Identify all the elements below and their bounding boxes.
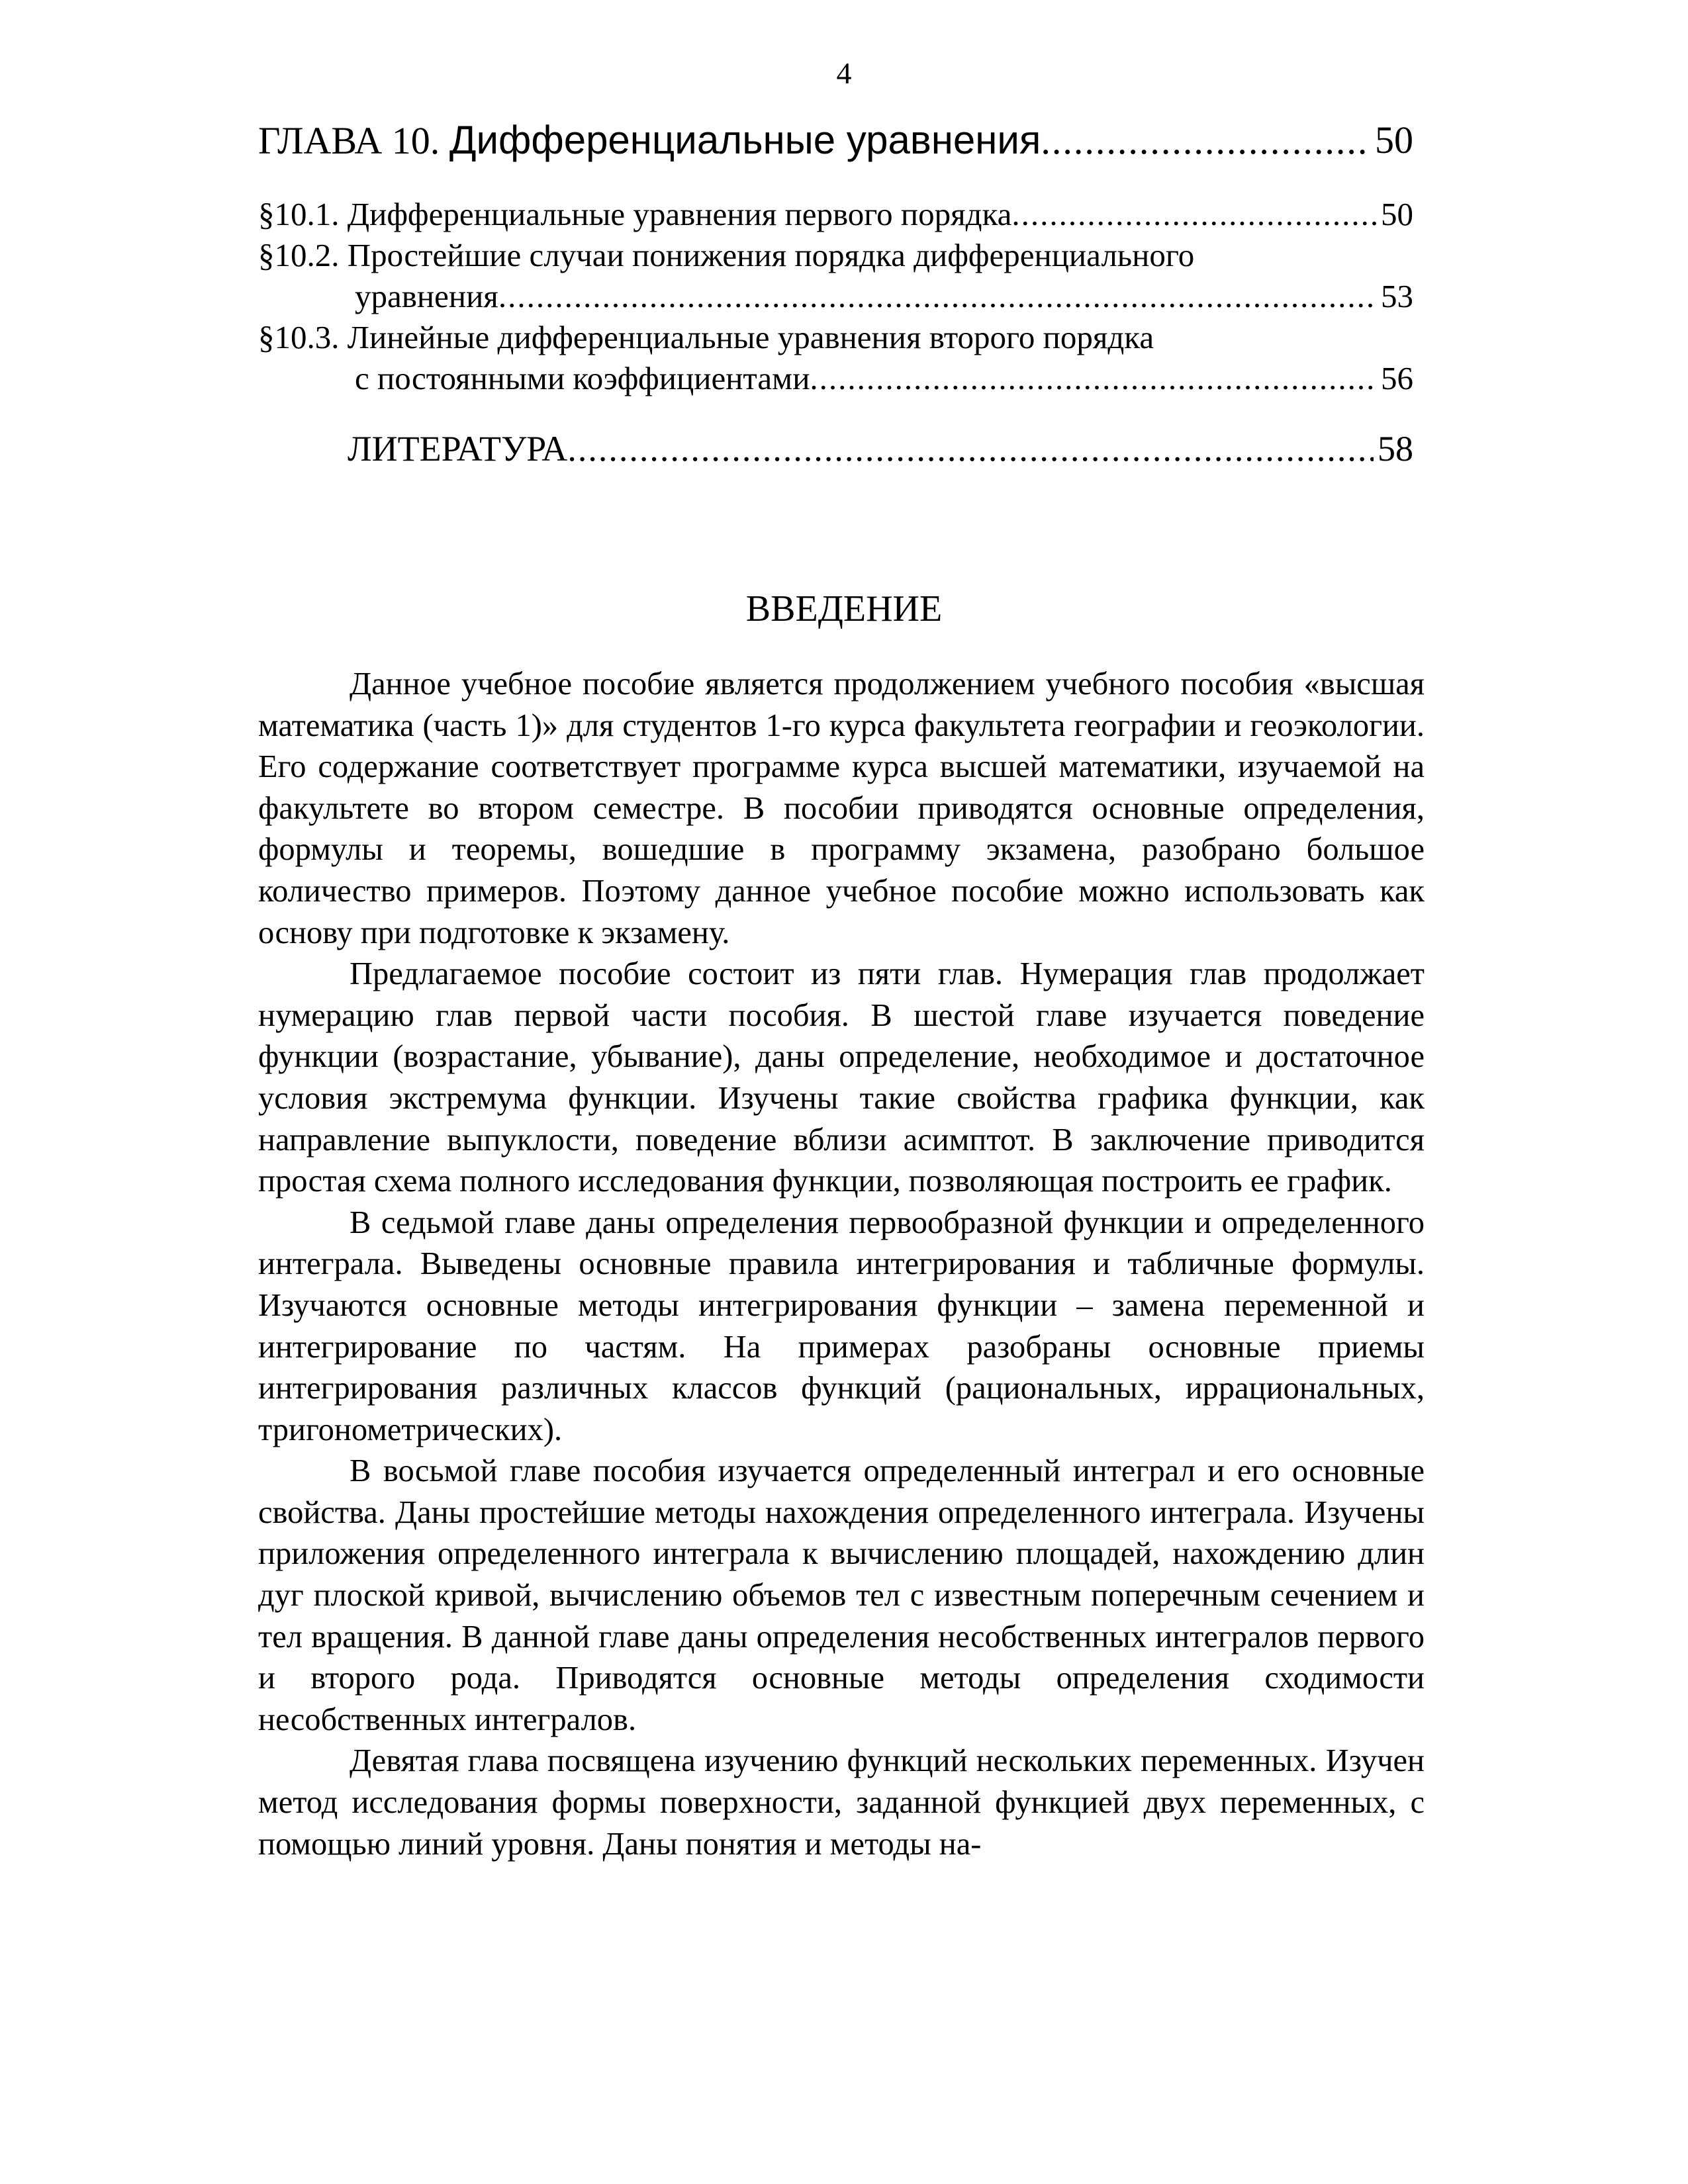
toc-section-10-2-line2 [355,276,1413,317]
paragraph: Девятая глава посвящена изучению функций нескольких переменных. Изучен метод исследования формы поверхности, заданной функцией двух переменных, с помощью линий уровня. Даны понятия и методы на- [258,1743,1425,1862]
toc-section-title: Дифференциальные уравнения первого порядка [347,196,1012,232]
toc-section-title: Линейные дифференциальные уравнения второго порядка [347,319,1154,355]
paragraph: В восьмой главе пособия изучается определенный интеграл и его основные свойства. Даны простейшие методы нахождения определенного интеграла. Изучены приложения определенного интеграла к вычислению площадей, нахождению длин дуг плоской кривой, вычислению объемов тел с известным поперечным сечением и тел вращения. В данной главе даны определения несобственных интегралов первого и второго рода. Приводятся основные методы определения сходимости несобственных интегралов. [258,1453,1425,1737]
paragraph: В седьмой главе даны определения первообразной функции и определенного интеграла. Выведены основные правила интегрирования и табличные формулы. Изучаются основные методы интегрирования функции – замена переменной и интегрирование по частям. На примерах разобраны основные приемы интегрирования различных классов функций (рациональных, иррациональных, тригонометрических). [258,1205,1425,1447]
toc-leader-dots [810,360,1413,396]
toc-literature-page: 58 [1374,424,1413,474]
toc-section-number: §10.1. [258,196,340,232]
toc-literature [348,424,1413,474]
introduction-title: ВВЕДЕНИЕ [745,588,943,629]
toc-leader-dots [498,278,1413,314]
introduction-body [258,664,1425,1865]
toc-leader-dots [1011,196,1413,232]
toc-chapter-page: 50 [1371,114,1413,167]
toc-section-title: Простейшие случаи понижения порядка дифференциального [347,237,1195,273]
toc-section-10-3-line1 [258,317,1154,358]
toc-section-title-cont: с постоянными коэффициентами [355,360,810,396]
toc-section-10-1 [258,194,1413,235]
paragraph: Предлагаемое пособие состоит из пяти глав. Нумерация глав продолжает нумерацию глав первой части пособия. В шестой главе изучается поведение функции (возрастание, убывание), даны определение, необходимое и достаточное условия экстремума функции. Изучены такие свойства графика функции, как направление выпуклости, поведение вблизи асимптот. В заключение приводится простая схема полного исследования функции, позволяющая построить ее график. [258,956,1425,1199]
toc-section-number: §10.3. [258,319,340,355]
toc-section-page: 56 [1377,358,1413,399]
toc-chapter-label: ГЛАВА 10. [258,119,440,162]
toc-section-10-3-line2 [355,358,1413,399]
toc-section-page: 50 [1377,194,1413,235]
toc-section-10-2-line1 [258,235,1194,276]
toc-section-number: §10.2. [258,237,340,273]
paragraph: Данное учебное пособие является продолжением учебного пособия «высшая математика (часть 1)» для студентов 1-го курса факультета географии и геоэкологии. Его содержание соответствует программе курса высшей математики, изучаемой на факультете во втором семестре. В пособии приводятся основные определения, формулы и теоремы, вошедшие в программу экзамена, разобрано большое количество примеров. Поэтому данное учебное пособие можно использовать как основу при подготовке к экзамену. [258,666,1425,950]
toc-leader-dots [567,429,1413,469]
toc-literature-title: ЛИТЕРАТУРА [348,429,568,469]
toc-chapter-title: Дифференциальные уравнения [449,118,1041,162]
toc-section-title-cont: уравнения [355,278,498,314]
page-number: 4 [836,56,852,90]
toc-leader-dots [1041,119,1413,162]
toc-section-page: 53 [1377,276,1413,317]
toc-chapter-10 [258,114,1413,167]
